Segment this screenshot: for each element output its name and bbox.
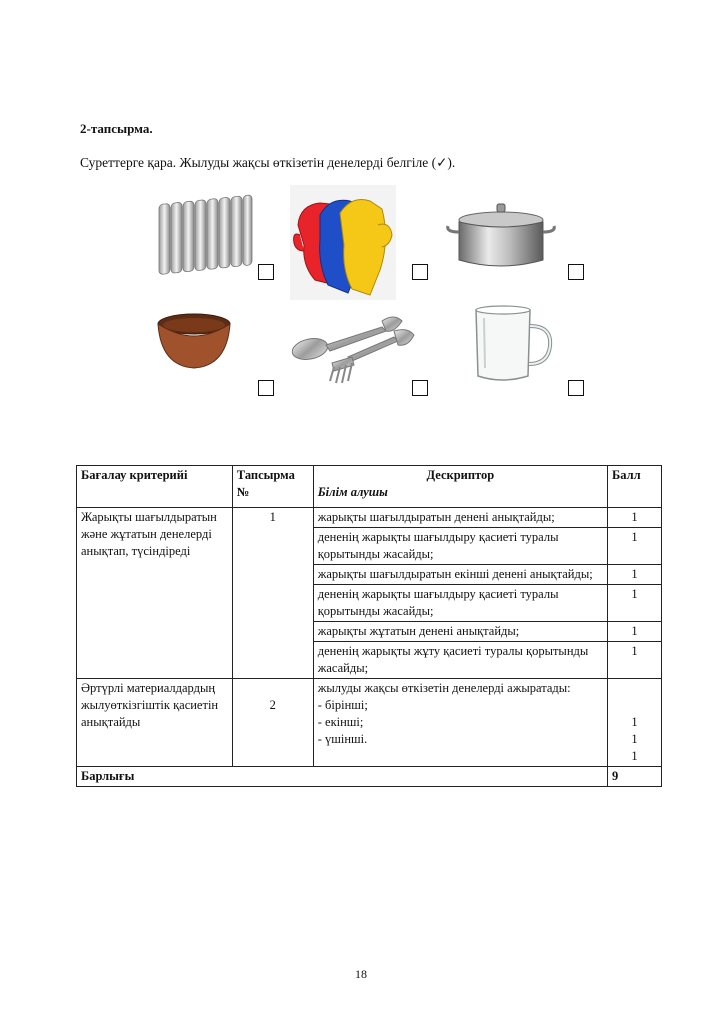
score-cell: 1 [608, 508, 662, 528]
header-descriptor [313, 466, 607, 508]
header-task: Тапсырма № [232, 466, 313, 508]
criterion-2: Әртүрлі материалдардың жылуөткізгіштік қасиетін анықтайды [77, 679, 233, 767]
oven-mitts-image [290, 185, 396, 300]
radiator-checkbox[interactable] [258, 264, 274, 280]
descriptor-subtitle: Білім алушы [317, 485, 388, 499]
oven-mitts-checkbox[interactable] [412, 264, 428, 280]
score-cell: 1 [608, 585, 662, 622]
descriptor-row: дененің жарықты шағылдыру қасиеті туралы қорытынды жасайды; [313, 585, 607, 622]
cooking-pot-checkbox[interactable] [568, 264, 584, 280]
wooden-bowl-image [155, 312, 233, 372]
criterion-1: Жарықты шағылдыратын және жұтатын денелерді анықтап, түсіндіреді [77, 508, 233, 679]
glass-mug-image [472, 304, 554, 384]
score-cell: 1 [608, 642, 662, 679]
score-cell: 1 [608, 528, 662, 565]
spoon-fork-checkbox[interactable] [412, 380, 428, 396]
descriptor-line: - бірінші; [317, 698, 368, 712]
score-value: 1 [631, 749, 638, 763]
cooking-pot-image [446, 198, 556, 273]
descriptor-title: Дескриптор [426, 468, 495, 482]
total-score: 9 [608, 767, 662, 787]
descriptor-row: дененің жарықты жұту қасиеті туралы қорытынды жасайды; [313, 642, 607, 679]
total-label: Барлығы [77, 767, 608, 787]
descriptor-row: дененің жарықты шағылдыру қасиеті туралы қорытынды жасайды; [313, 528, 607, 565]
score-value: 1 [631, 715, 638, 729]
task-title: 2-тапсырма. [80, 121, 153, 136]
score-cell: 1 [608, 565, 662, 585]
header-criterion: Бағалау критерийі [77, 466, 233, 508]
task-number-2: 2 [232, 679, 313, 767]
descriptor-row-2 [313, 679, 607, 767]
score-cell: 1 [608, 622, 662, 642]
descriptor-row: жарықты шағылдыратын екінші денені анықтайды; [313, 565, 607, 585]
wooden-bowl-checkbox[interactable] [258, 380, 274, 396]
descriptor-intro: жылуды жақсы өткізетін денелерді ажыратады: [317, 681, 571, 695]
assessment-table [76, 465, 662, 787]
spoon-fork-image [290, 307, 420, 387]
task-instruction: Суреттерге қара. Жылуды жақсы өткізетін денелерді белгіле (✓). [80, 155, 456, 170]
score-value: 1 [631, 732, 638, 746]
descriptor-line: - екінші; [317, 715, 364, 729]
descriptor-line: - үшінші. [317, 732, 368, 746]
descriptor-row: жарықты шағылдыратын денені анықтайды; [313, 508, 607, 528]
descriptor-row: жарықты жұтатын денені анықтайды; [313, 622, 607, 642]
radiator-image [155, 185, 255, 280]
glass-mug-checkbox[interactable] [568, 380, 584, 396]
task-number-1: 1 [232, 508, 313, 679]
header-score: Балл [608, 466, 662, 508]
page-number: 18 [355, 967, 367, 981]
score-cell-2 [608, 679, 662, 767]
